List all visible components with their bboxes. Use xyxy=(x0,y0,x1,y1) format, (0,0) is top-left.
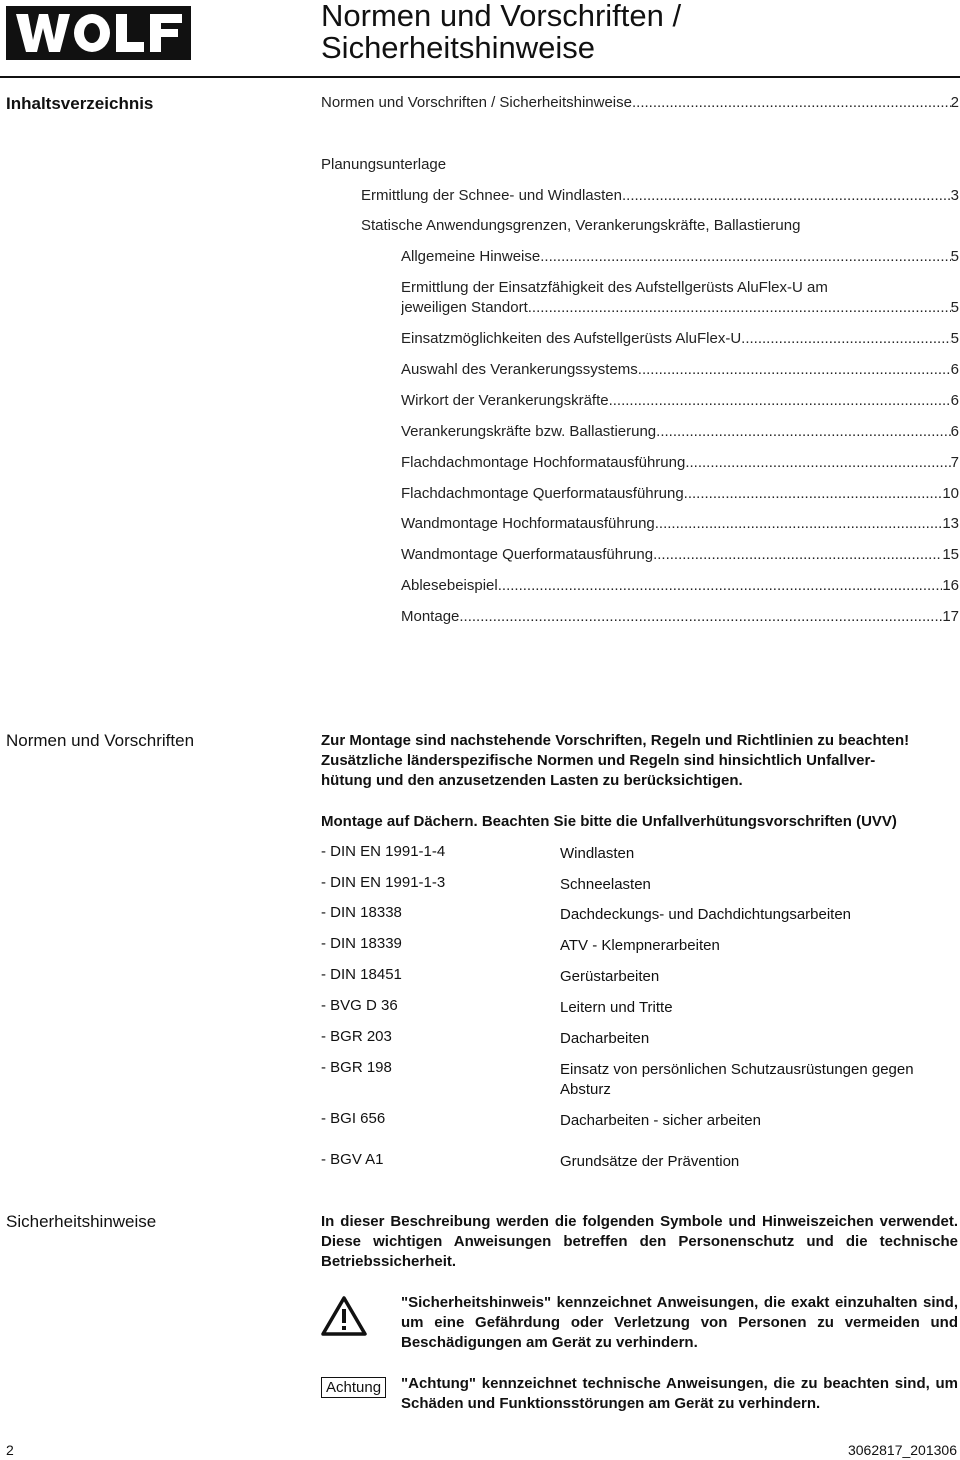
toc-entry[interactable] xyxy=(401,330,959,347)
toc-leader-dots xyxy=(741,330,950,347)
norms-section-label: Normen und Vorschriften xyxy=(6,731,195,750)
achtung-description: "Achtung" kennzeichnet technische Anweisungen, die zu beachten sind, um Schäden und Funktionsstörungen am Gerät zu verhindern. xyxy=(401,1375,958,1412)
standard-description: ATV - Klempnerarbeiten xyxy=(560,937,720,954)
standard-description: Grundsätze der Prävention xyxy=(560,1153,740,1170)
toc-entry[interactable] xyxy=(401,577,959,594)
toc-entry-title: Flachdachmontage Hochformatausführung xyxy=(401,454,686,471)
safety-intro-text: In dieser Beschreibung werden die folgenden Symbole und Hinweiszeichen verwendet. Diese wichtigen Anweisungen betreffen den Personenschutz und die technische Betriebssicherheit. xyxy=(321,1213,958,1270)
toc-entry-page: 3 xyxy=(950,187,959,204)
toc-entry-title: Normen und Vorschriften / Sicherheitshinweise xyxy=(321,94,632,111)
toc-entry-page: 6 xyxy=(950,392,959,409)
toc-entry-title: Auswahl des Verankerungssystems xyxy=(401,361,638,378)
standard-code: - DIN 18451 xyxy=(321,966,402,983)
toc-leader-dots xyxy=(656,423,951,440)
toc-entry-title: Verankerungskräfte bzw. Ballastierung xyxy=(401,423,657,440)
safety-section-label: Sicherheitshinweise xyxy=(6,1212,157,1231)
toc-entry[interactable] xyxy=(401,515,959,532)
warning-triangle-icon xyxy=(321,1296,367,1336)
wolf-logo xyxy=(6,6,191,60)
toc-group-title: Planungsunterlage xyxy=(321,156,447,173)
toc-leader-dots xyxy=(685,454,950,471)
toc-entry-title: Wirkort der Verankerungskräfte xyxy=(401,392,609,409)
page-number: 2 xyxy=(6,1442,14,1458)
toc-entry[interactable] xyxy=(401,454,959,471)
toc-entry[interactable] xyxy=(401,423,959,440)
toc-entry[interactable] xyxy=(401,392,959,409)
standard-description: Gerüstarbeiten xyxy=(560,968,660,985)
standard-description: Dachdeckungs- und Dachdichtungsarbeiten xyxy=(560,906,852,923)
toc-leader-dots xyxy=(622,187,951,204)
toc-entry-page: 15 xyxy=(942,546,959,563)
page-title-line-2: Sicherheitshinweise xyxy=(321,30,595,65)
toc-leader-dots xyxy=(638,361,951,378)
toc-leader-dots xyxy=(655,515,943,532)
page-title xyxy=(321,0,681,64)
toc-entry-title: Ermittlung der Schnee- und Windlasten xyxy=(361,187,622,204)
toc-entry-page: 2 xyxy=(950,94,959,111)
toc-entry[interactable] xyxy=(401,485,959,502)
standard-description: Dacharbeiten - sicher arbeiten xyxy=(560,1112,761,1129)
toc-leader-dots xyxy=(498,577,943,594)
standard-description-line-1: Einsatz von persönlichen Schutzausrüstungen gegen xyxy=(560,1061,914,1078)
standard-code: - DIN 18338 xyxy=(321,904,402,921)
toc-entry-page: 16 xyxy=(942,577,959,594)
toc-entry[interactable] xyxy=(401,248,959,265)
standard-code: - BGI 656 xyxy=(321,1110,386,1127)
toc-entry-page: 13 xyxy=(942,515,959,532)
toc-leader-dots xyxy=(653,546,942,563)
document-number: 3062817_201306 xyxy=(847,1442,957,1458)
toc-entry-page: 6 xyxy=(950,423,959,440)
wolf-logo-icon xyxy=(6,6,191,60)
toc-entry-title-line-1: Ermittlung der Einsatzfähigkeit des Aufstellgerüsts AluFlex-U am xyxy=(401,279,828,296)
toc-entry[interactable] xyxy=(321,94,959,111)
toc-leader-dots xyxy=(609,392,951,409)
toc-entry[interactable] xyxy=(401,299,959,316)
standard-code: - DIN EN 1991-1-4 xyxy=(321,843,446,860)
toc-entry-title: Wandmontage Hochformatausführung xyxy=(401,515,655,532)
toc-entry-page: 6 xyxy=(950,361,959,378)
toc-entry-title: Montage xyxy=(401,608,460,625)
toc-entry-page: 7 xyxy=(950,454,959,471)
toc-entry-page: 5 xyxy=(950,299,959,316)
toc-leader-dots xyxy=(632,94,951,111)
toc-leader-dots xyxy=(459,608,942,625)
standard-code: - BGR 198 xyxy=(321,1059,392,1076)
toc-entry-title: Wandmontage Querformatausführung xyxy=(401,546,654,563)
achtung-badge: Achtung xyxy=(321,1377,386,1398)
toc-entry-title: jeweiligen Standort xyxy=(401,299,528,316)
page-title-line-1: Normen und Vorschriften / xyxy=(321,0,682,33)
norms-intro-line-2: Zusätzliche länderspezifische Normen und Regeln sind hinsichtlich Unfallver- xyxy=(321,752,876,769)
standard-code: - BGV A1 xyxy=(321,1151,384,1168)
toc-leader-dots xyxy=(528,299,951,316)
toc-entry-title: Flachdachmontage Querformatausführung xyxy=(401,485,684,502)
toc-entry-page: 17 xyxy=(942,608,959,625)
toc-entry-title: Einsatzmöglichkeiten des Aufstellgerüsts AluFlex-U xyxy=(401,330,742,347)
norms-intro-line-1: Zur Montage sind nachstehende Vorschriften, Regeln und Richtlinien zu beachten! xyxy=(321,732,910,749)
standard-code: - BGR 203 xyxy=(321,1028,392,1045)
toc-subgroup-title: Statische Anwendungsgrenzen, Verankerungskräfte, Ballastierung xyxy=(361,217,801,234)
toc-section-label: Inhaltsverzeichnis xyxy=(6,94,154,113)
standard-code: - DIN EN 1991-1-3 xyxy=(321,874,446,891)
standard-description: Dacharbeiten xyxy=(560,1030,650,1047)
toc-entry[interactable] xyxy=(401,361,959,378)
header-divider xyxy=(0,76,960,78)
toc-entry-title: Ablesebeispiel xyxy=(401,577,498,594)
norms-intro-line-3: hütung und den anzusetzenden Lasten zu berücksichtigen. xyxy=(321,772,743,789)
toc-entry[interactable] xyxy=(401,608,959,625)
warning-description: "Sicherheitshinweis" kennzeichnet Anweisungen, die exakt einzuhalten sind, um eine Gefährdung oder Verletzung von Personen zu vermeiden und Beschädigungen am Gerät zu verhindern. xyxy=(401,1294,958,1351)
standard-code: - DIN 18339 xyxy=(321,935,402,952)
toc-leader-dots xyxy=(684,485,943,502)
standard-description: Leitern und Tritte xyxy=(560,999,673,1016)
roof-mounting-note: Montage auf Dächern. Beachten Sie bitte die Unfallverhütungsvorschriften (UVV) xyxy=(321,813,897,830)
standard-description: Schneelasten xyxy=(560,876,651,893)
standard-description-line-2: Absturz xyxy=(560,1081,611,1098)
toc-entry[interactable] xyxy=(361,187,959,204)
toc-entry[interactable] xyxy=(401,546,959,563)
toc-entry-page: 5 xyxy=(950,248,959,265)
toc-entry-title: Allgemeine Hinweise xyxy=(401,248,541,265)
toc-leader-dots xyxy=(540,248,950,265)
standard-code: - BVG D 36 xyxy=(321,997,398,1014)
toc-entry-page: 10 xyxy=(942,485,959,502)
standard-description: Windlasten xyxy=(560,845,635,862)
toc-entry-page: 5 xyxy=(950,330,959,347)
